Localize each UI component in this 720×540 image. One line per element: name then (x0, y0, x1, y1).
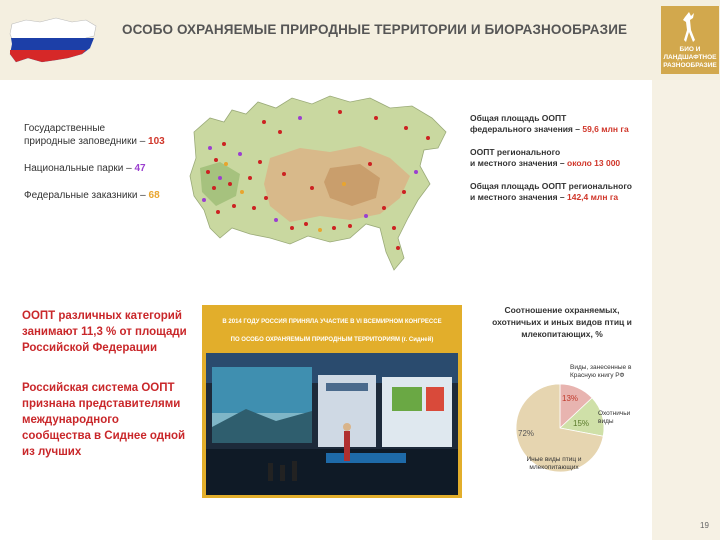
stat-reserves (24, 122, 194, 148)
species-pie-chart (510, 378, 610, 496)
stat-regional-area (470, 181, 650, 203)
left-stats (24, 122, 194, 216)
pie-legend-other: Иные виды птиц и млекопитающих (526, 456, 582, 471)
photo-caption (212, 313, 452, 349)
pie-label-hunting-pct: 15% (573, 419, 590, 428)
stat-regional-count (470, 147, 650, 169)
photo-caption-line1: В 2014 ГОДУ РОССИЯ ПРИНЯЛА УЧАСТИЕ В VI ВСЕМИРНОМ КОНГРЕССЕ (222, 319, 442, 325)
stat-regional-area-line1: Общая площадь ООПТ регионального (470, 181, 632, 191)
pie-legend-red-book: Виды, занесенные в Красную книгу РФ (570, 364, 632, 379)
pie-label-other-pct: 72% (518, 429, 535, 438)
stat-parks-label: Национальные парки – (24, 163, 135, 174)
stat-federal-area-value: 59,6 млн га (582, 124, 629, 134)
pie-label-red-book-pct: 13% (562, 394, 579, 403)
stat-reserves-value: 103 (148, 136, 165, 147)
photo-caption-line2: ПО ОСОБО ОХРАНЯЕМЫМ ПРИРОДНЫМ ТЕРРИТОРИЯМ (г. Сидней) (230, 337, 434, 343)
stat-regional-area-value: 142,4 млн га (567, 192, 619, 202)
logo-line-2: ЛАНДШАФТНОЕ (663, 54, 717, 61)
stat-federal-area (470, 113, 650, 135)
stat-regional-count-line1: ООПТ регионального (470, 147, 561, 157)
header-band (0, 0, 720, 80)
page-number: 19 (700, 521, 709, 530)
callout-sydney-recognition: Российская система ООПТ признана представителями международного сообщества в Сиднее одной из лучших (22, 382, 186, 458)
stat-federal-sanctuaries (24, 189, 194, 202)
right-side-strip (652, 80, 720, 540)
callouts (22, 308, 187, 484)
pie-legend-hunting: Охотничьи виды (598, 410, 631, 425)
stat-reserves-label-a: Государственные (24, 123, 106, 134)
stat-regional-count-value: около 13 000 (567, 158, 621, 168)
stat-federal-area-line2: федерального значения – (470, 124, 583, 134)
logo-line-3: РАЗНООБРАЗИЕ (663, 62, 717, 69)
right-stats (470, 113, 650, 215)
russia-protected-areas-map (180, 88, 450, 280)
stat-parks-value: 47 (134, 163, 146, 174)
stat-federal-area-line1: Общая площадь ООПТ (470, 113, 567, 123)
logo-line-1: БИО И (679, 46, 701, 53)
logo (661, 6, 719, 74)
russia-flag-map-icon (6, 14, 98, 68)
stat-national-parks (24, 162, 194, 175)
stat-regional-area-line2: и местного значения – (470, 192, 567, 202)
deer-logo-icon (677, 10, 703, 44)
stat-regional-count-line2: и местного значения – (470, 158, 567, 168)
callout-area-share: ООПТ различных категорий занимают 11,3 % от площади Российской Федерации (22, 310, 187, 354)
slide-title: ОСОБО ОХРАНЯЕМЫЕ ПРИРОДНЫЕ ТЕРРИТОРИИ И БИОРАЗНООБРАЗИЕ (122, 22, 628, 37)
pie-chart-title: Соотношение охраняемых, охотничьих и иных видов птиц и млекопитающих, % (492, 305, 632, 339)
congress-stage-image (206, 353, 458, 495)
stat-sanctuaries-label: Федеральные заказники – (24, 190, 149, 201)
congress-photo (202, 305, 462, 498)
stat-sanctuaries-value: 68 (148, 190, 160, 201)
stat-reserves-label-b: природные заповедники – (24, 136, 149, 147)
